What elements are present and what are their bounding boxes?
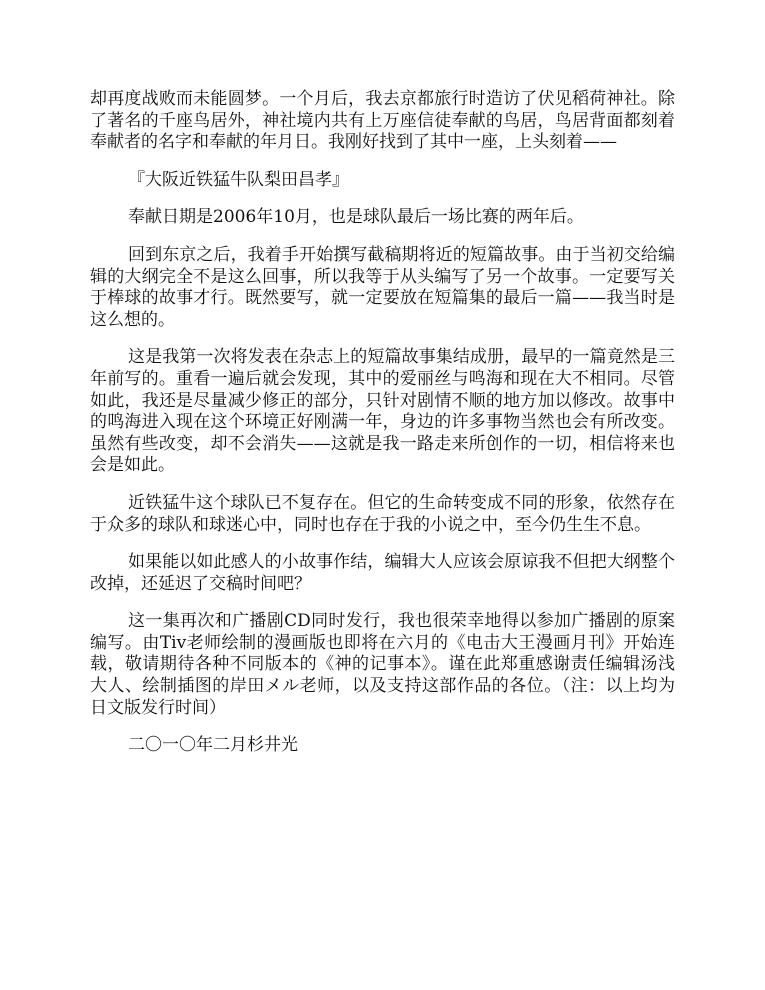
paragraph-signature-date: 二〇一〇年二月杉井光 (128, 735, 298, 756)
paragraph-collection-notes: 这是我第一次将发表在杂志上的短篇故事集结成册，最早的一篇竟然是三年前写的。重看一遍后就会发现，其中的爱丽丝与鸣海和现在大不相同。尽管如此，我还是尽量减少修正的部分，只针对剧情不顺的地方加以修改。故事中的鸣海进入现在这个环境正好刚满一年，身边的许多事物当然也会有所改变。虽然有些改变，却不会消失——这就是我一路走来所创作的一切，相信将来也会是如此。 (90, 347, 675, 476)
paragraph-editor-apology: 如果能以如此感人的小故事作结，编辑大人应该会原谅我不但把大纲整个改掉，还延迟了交稿时间吧？ (90, 552, 675, 594)
paragraph-dedication-date: 奉献日期是2006年10月，也是球队最后一场比赛的两年后。 (128, 207, 584, 228)
paragraph-intro-continuation: 却再度战败而未能圆梦。一个月后，我去京都旅行时造访了伏见稻荷神社。除了著名的千座鸟居外，神社境内共有上万座信徒奉献的鸟居，鸟居背面都刻着奉献者的名字和奉献的年月日。我刚好找到了其中一座，上头刻着—— (90, 89, 675, 153)
paragraph-writing-story: 回到东京之后，我着手开始撰写截稿期将近的短篇故事。由于当初交给编辑的大纲完全不是这么回事，所以我等于从头编写了另一个故事。一定要写关于棒球的故事才行。既然要写，就一定要放在短篇集的最后一篇——我当时是这么想的。 (90, 244, 675, 330)
document-page (90, 89, 675, 773)
paragraph-acknowledgements: 这一集再次和广播剧CD同时发行，我也很荣幸地得以参加广播剧的原案编写。由Tiv老师绘制的漫画版也即将在六月的《电击大王漫画月刊》开始连载，敬请期待各种不同版本的《神的记事本》。谨在此郑重感谢责任编辑汤浅大人、绘制插图的岸田メル老师，以及支持这部作品的各位。（注：以上均为日文版发行时间） (90, 611, 675, 718)
paragraph-inscription-quote: 『大阪近铁猛牛队梨田昌孝』 (128, 169, 349, 190)
paragraph-team-legacy: 近铁猛牛这个球队已不复存在。但它的生命转变成不同的形象，依然存在于众多的球队和球迷心中，同时也存在于我的小说之中，至今仍生生不息。 (90, 492, 675, 535)
